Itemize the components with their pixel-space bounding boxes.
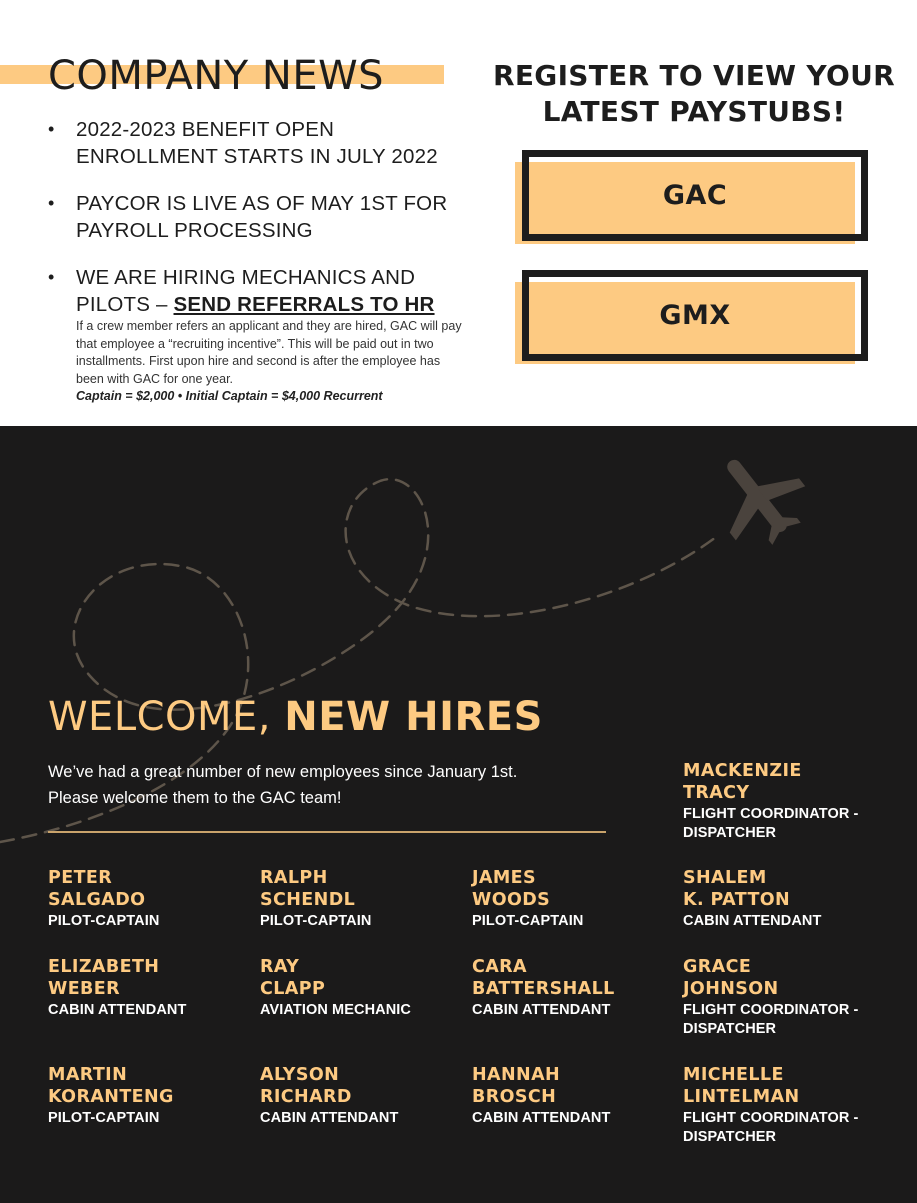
divider — [48, 831, 606, 833]
news-item-text: 2022-2023 BENEFIT OPEN ENROLLMENT STARTS IN JULY 2022 — [76, 118, 438, 168]
hire-role: PILOT-CAPTAIN — [48, 913, 160, 929]
company-news-list — [48, 116, 473, 338]
new-hire-card — [260, 1064, 460, 1128]
hire-role: CABIN ATTENDANT — [48, 1002, 187, 1018]
hire-role: FLIGHT COORDINATOR - DISPATCHER — [683, 806, 859, 841]
hire-last-name: SCHENDL — [260, 890, 356, 910]
news-item — [48, 190, 473, 244]
news-item-text: PAYCOR IS LIVE AS OF MAY 1ST FOR PAYROLL PROCESSING — [76, 192, 448, 242]
new-hire-card — [683, 1064, 883, 1146]
hire-first-name: PETER — [48, 868, 113, 888]
news-item — [48, 116, 473, 170]
hire-last-name: JOHNSON — [683, 979, 779, 999]
intro-line: We’ve had a great number of new employees since January 1st. — [48, 763, 518, 781]
hire-last-name: RICHARD — [260, 1087, 352, 1107]
gac-paystub-button[interactable] — [515, 150, 875, 248]
hire-role: AVIATION MECHANIC — [260, 1002, 411, 1018]
hire-first-name: RALPH — [260, 868, 328, 888]
hire-role: CABIN ATTENDANT — [472, 1002, 611, 1018]
gmx-button-label: GMX — [659, 300, 731, 331]
incentive-amounts: Captain = $2,000 • Initial Captain = $4,000 Recurrent — [76, 389, 383, 403]
gmx-paystub-button[interactable] — [515, 270, 875, 368]
hire-last-name: SALGADO — [48, 890, 146, 910]
new-hires-section — [0, 426, 917, 1203]
new-hire-card — [472, 867, 672, 931]
hire-first-name: RAY — [260, 957, 300, 977]
hire-last-name: LINTELMAN — [683, 1087, 800, 1107]
hire-first-name: MICHELLE — [683, 1065, 784, 1085]
news-item — [48, 264, 473, 318]
hire-first-name: ELIZABETH — [48, 957, 160, 977]
send-referrals-link[interactable]: SEND REFERRALS TO HR — [173, 293, 435, 316]
new-hire-card — [48, 1064, 248, 1128]
airplane-icon — [695, 434, 821, 561]
new-hire-card — [683, 956, 883, 1038]
hire-first-name: MACKENZIE — [683, 761, 802, 781]
hire-role: PILOT-CAPTAIN — [48, 1110, 160, 1126]
new-hire-card — [683, 760, 883, 842]
welcome-intro — [48, 759, 608, 811]
hire-first-name: ALYSON — [260, 1065, 340, 1085]
hire-role: CABIN ATTENDANT — [472, 1110, 611, 1126]
new-hire-card — [260, 867, 460, 931]
new-hire-card — [260, 956, 460, 1020]
welcome-title-light: WELCOME, — [48, 694, 272, 740]
bullet: • — [48, 119, 55, 139]
company-news-header — [0, 52, 450, 100]
register-title: REGISTER TO VIEW YOUR LATEST PAYSTUBS! — [493, 59, 895, 128]
hire-last-name: BROSCH — [472, 1087, 557, 1107]
hire-last-name: KORANTENG — [48, 1087, 174, 1107]
new-hire-card — [48, 867, 248, 931]
hire-first-name: CARA — [472, 957, 528, 977]
hire-first-name: HANNAH — [472, 1065, 561, 1085]
hire-role: PILOT-CAPTAIN — [260, 913, 372, 929]
hire-role: PILOT-CAPTAIN — [472, 913, 584, 929]
bullet: • — [48, 267, 55, 287]
new-hire-card — [472, 1064, 672, 1128]
hire-first-name: MARTIN — [48, 1065, 128, 1085]
gac-button-label: GAC — [662, 180, 728, 211]
intro-line: Please welcome them to the GAC team! — [48, 789, 342, 807]
hire-first-name: GRACE — [683, 957, 752, 977]
new-hire-card — [48, 956, 248, 1020]
welcome-new-hires-title — [48, 692, 543, 742]
hire-last-name: TRACY — [683, 783, 750, 803]
hire-role: FLIGHT COORDINATOR - DISPATCHER — [683, 1110, 859, 1145]
news-item-text: WE ARE HIRING MECHANICS AND PILOTS – — [76, 266, 416, 316]
hire-role: CABIN ATTENDANT — [260, 1110, 399, 1126]
bullet: • — [48, 193, 55, 213]
new-hire-card — [683, 867, 883, 931]
hire-first-name: SHALEM — [683, 868, 767, 888]
hire-last-name: K. PATTON — [683, 890, 791, 910]
hire-last-name: WEBER — [48, 979, 121, 999]
referral-note: If a crew member refers an applicant and they are hired, GAC will pay that employee a “recruiting incentive”. This will be paid out in two installments. First upon hire and second is after the employee has been with GAC for one year. — [76, 319, 462, 386]
hire-role: CABIN ATTENDANT — [683, 913, 822, 929]
button-frame — [522, 270, 868, 361]
welcome-title-bold: NEW HIRES — [284, 694, 543, 740]
hire-last-name: WOODS — [472, 890, 551, 910]
hire-last-name: BATTERSHALL — [472, 979, 615, 999]
hire-first-name: JAMES — [472, 868, 537, 888]
button-frame — [522, 150, 868, 241]
company-news-title: COMPANY NEWS — [48, 53, 385, 99]
hire-role: FLIGHT COORDINATOR - DISPATCHER — [683, 1002, 859, 1037]
hire-last-name: CLAPP — [260, 979, 326, 999]
new-hire-card — [472, 956, 672, 1020]
